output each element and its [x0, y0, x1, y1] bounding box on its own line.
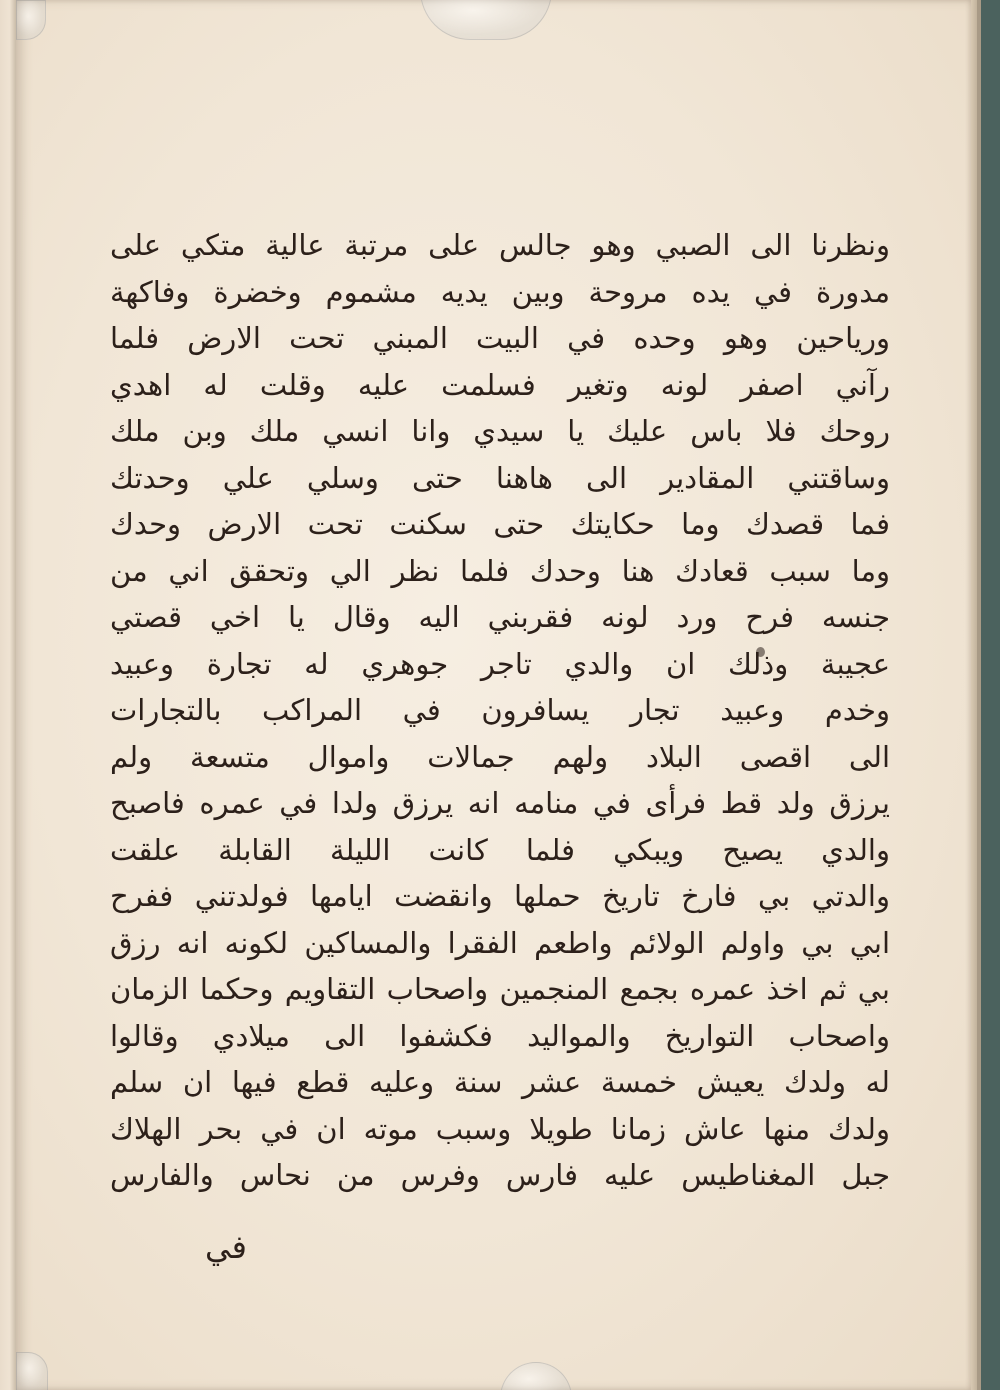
page-edge-shadow — [977, 0, 981, 1390]
text-line-13: يرزق ولد قط فرأى في منامه انه يرزق ولدا في عمره فاصبح — [110, 786, 890, 820]
text-line-2: مدورة في يده مروحة وبين يديه مشموم وخضرة وفاكهة — [110, 274, 890, 309]
text-line-9: جنسه فرح ورد لونه فقربني اليه وقال يا اخي قصتي — [110, 600, 890, 634]
text-line-14: والدي يصيح ويبكي فلما كانت الليلة القابلة علقت — [110, 832, 890, 867]
text-line-1: ونظرنا الى الصبي وهو جالس على مرتبة عالية متكي على — [110, 228, 890, 262]
manuscript-text — [110, 222, 890, 1199]
text-line-7: فما قصدك وما حكايتك حتى سكنت تحت الارض وحدك — [110, 507, 890, 541]
facing-page-edge — [0, 0, 17, 1390]
text-line-10: عجيبة وذلك ان والدي تاجر جوهري له تجارة وعبيد — [110, 646, 890, 681]
text-line-5: روحك فلا باس عليك يا سيدي وانا انسي ملك وبن ملك — [110, 414, 890, 448]
text-line-18: واصحاب التواريخ والمواليد فكشفوا الى ميلادي وقالوا — [110, 1018, 890, 1053]
text-line-3: ورياحين وهو وحده في البيت المبني تحت الارض فلما — [110, 321, 890, 355]
text-line-19: له ولدك يعيش خمسة عشر سنة وعليه قطع فيها ان سلم — [110, 1065, 890, 1099]
text-line-17: بي ثم اخذ عمره بجمع المنجمين واصحاب التقاويم وحكما الزمان — [110, 972, 890, 1006]
text-line-21: جبل المغناطيس عليه فارس وفرس من نحاس والفارس — [110, 1158, 890, 1192]
catchword: في — [205, 1228, 247, 1266]
text-line-15: والدتي بي فارخ تاريخ حملها وانقضت ايامها فولدتني ففرح — [110, 879, 890, 913]
text-line-12: الى اقصى البلاد ولهم جمالات واموال متسعة ولم — [110, 739, 890, 774]
text-line-16: ابي بي واولم الولائم واطعم الفقرا والمساكين لكونه انه رزق — [110, 925, 890, 960]
text-line-20: ولدك منها عاش زمانا طويلا وسبب موته ان في بحر الهلاك — [110, 1111, 890, 1146]
text-line-11: وخدم وعبيد تجار يسافرون في المراكب بالتجارات — [110, 693, 890, 727]
text-line-4: رآني اصفر لونه وتغير فسلمت عليه وقلت له اهدي — [110, 367, 890, 402]
text-line-8: وما سبب قعادك هنا وحدك فلما نظر الي وتحقق اني من — [110, 553, 890, 588]
text-line-6: وساقتني المقادير الى هاهنا حتى وسلي علي وحدتك — [110, 460, 890, 495]
